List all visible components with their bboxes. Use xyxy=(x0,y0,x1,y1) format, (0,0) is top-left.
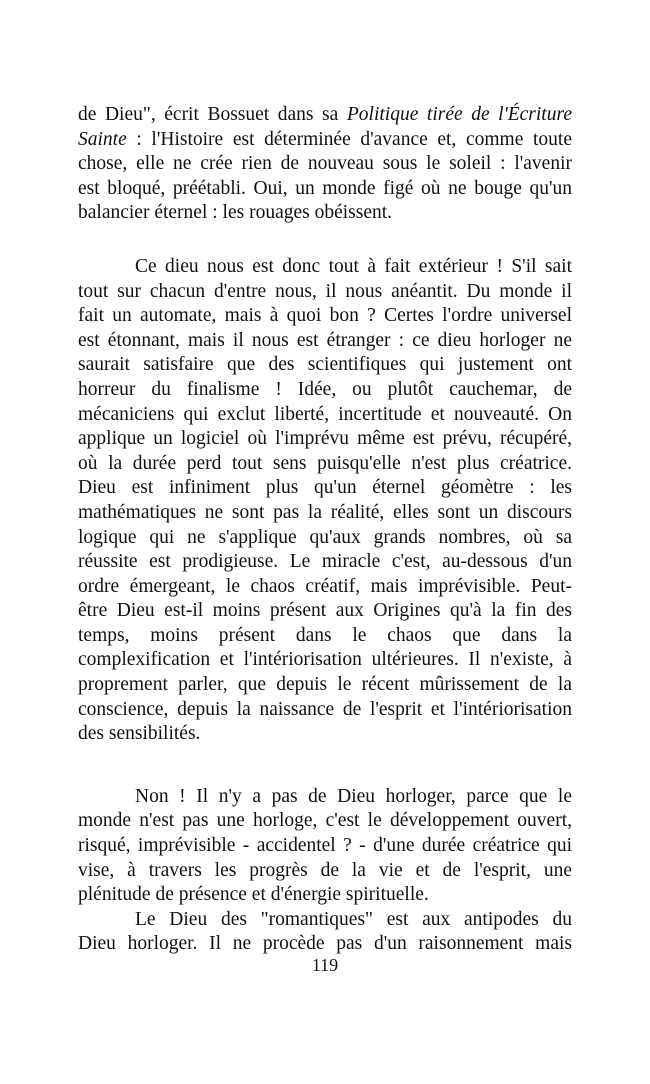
text-line: être Dieu est-il moins présent aux Origines qu'à la fin des xyxy=(78,600,572,622)
text-line: conscience, depuis la naissance de l'esprit et l'intériorisation xyxy=(78,698,572,720)
text-line: tout sur chacun d'entre nous, il nous anéantit. Du monde il xyxy=(78,280,572,302)
text-line: des sensibilités. xyxy=(78,723,201,745)
text-line: mathématiques ne sont pas la réalité, elles sont un discours xyxy=(78,501,572,523)
text-line: monde n'est pas une horloge, c'est le développement ouvert, xyxy=(78,810,572,832)
text-line: Dieu horloger. Il ne procède pas d'un raisonnement mais xyxy=(78,933,572,955)
text-line: est bloqué, préétabli. Oui, un monde figé où ne bouge qu'un xyxy=(78,177,572,199)
page-body xyxy=(78,103,572,957)
text-line: Dieu est infiniment plus qu'un éternel géomètre : les xyxy=(78,477,572,499)
text-line: balancier éternel : les rouages obéissent. xyxy=(78,202,393,224)
book-title-italic: Politique tirée de l'Écriture xyxy=(346,104,572,125)
text-line: temps, moins présent dans le chaos que dans la xyxy=(78,624,572,646)
text-line: proprement parler, que depuis le récent mûrissement de la xyxy=(78,674,572,696)
text-line: horreur du finalisme ! Idée, ou plutôt cauchemar, de xyxy=(78,378,572,400)
paragraph xyxy=(78,255,572,747)
page-number: 119 xyxy=(311,955,339,975)
paragraph xyxy=(78,785,572,908)
text-line: complexification et l'intériorisation ultérieures. Il n'existe, à xyxy=(78,649,572,671)
text-line: où la durée perd tout sens puisqu'elle n'est plus créatrice. xyxy=(78,452,572,474)
text-line: Non ! Il n'y a pas de Dieu horloger, parce que le xyxy=(135,785,572,807)
text-line: Le Dieu des "romantiques" est aux antipodes du xyxy=(135,908,572,930)
text-line: Ce dieu nous est donc tout à fait extérieur ! S'il sait xyxy=(135,255,572,277)
text-span: de Dieu", écrit Bossuet dans sa xyxy=(78,104,347,125)
paragraph xyxy=(78,908,572,957)
text-line: est étonnant, mais il nous est étranger : ce dieu horloger ne xyxy=(78,329,572,351)
paragraph xyxy=(78,103,572,226)
text-line: fait un automate, mais à quoi bon ? Certes l'ordre universel xyxy=(78,305,572,327)
text-line: vise, à travers les progrès de la vie et de l'esprit, une xyxy=(78,859,572,881)
text-line: plénitude de présence et d'énergie spirituelle. xyxy=(78,884,429,906)
text-line: chose, elle ne crée rien de nouveau sous le soleil : l'avenir xyxy=(78,153,572,175)
text-line: saurait satisfaire que des scientifiques qui justement ont xyxy=(78,354,572,376)
text-line: risqué, imprévisible - accidentel ? - d'une durée créatrice qui xyxy=(78,835,572,857)
text-line: mécaniciens qui exclut liberté, incertitude et nouveauté. On xyxy=(78,403,572,425)
text-line xyxy=(78,103,572,128)
text-line: applique un logiciel où l'imprévu même est prévu, récupéré, xyxy=(78,428,572,450)
book-title-italic: Sainte xyxy=(78,128,127,150)
text-span: : l'Histoire est déterminée d'avance et, comme toute xyxy=(126,128,572,150)
text-line: ordre émergeant, le chaos créatif, mais imprévisible. Peut- xyxy=(78,575,572,597)
text-line: réussite est prodigieuse. Le miracle c'est, au-dessous d'un xyxy=(78,551,572,573)
text-line: logique qui ne s'applique qu'aux grands nombres, où sa xyxy=(78,526,572,548)
text-line xyxy=(78,128,572,153)
